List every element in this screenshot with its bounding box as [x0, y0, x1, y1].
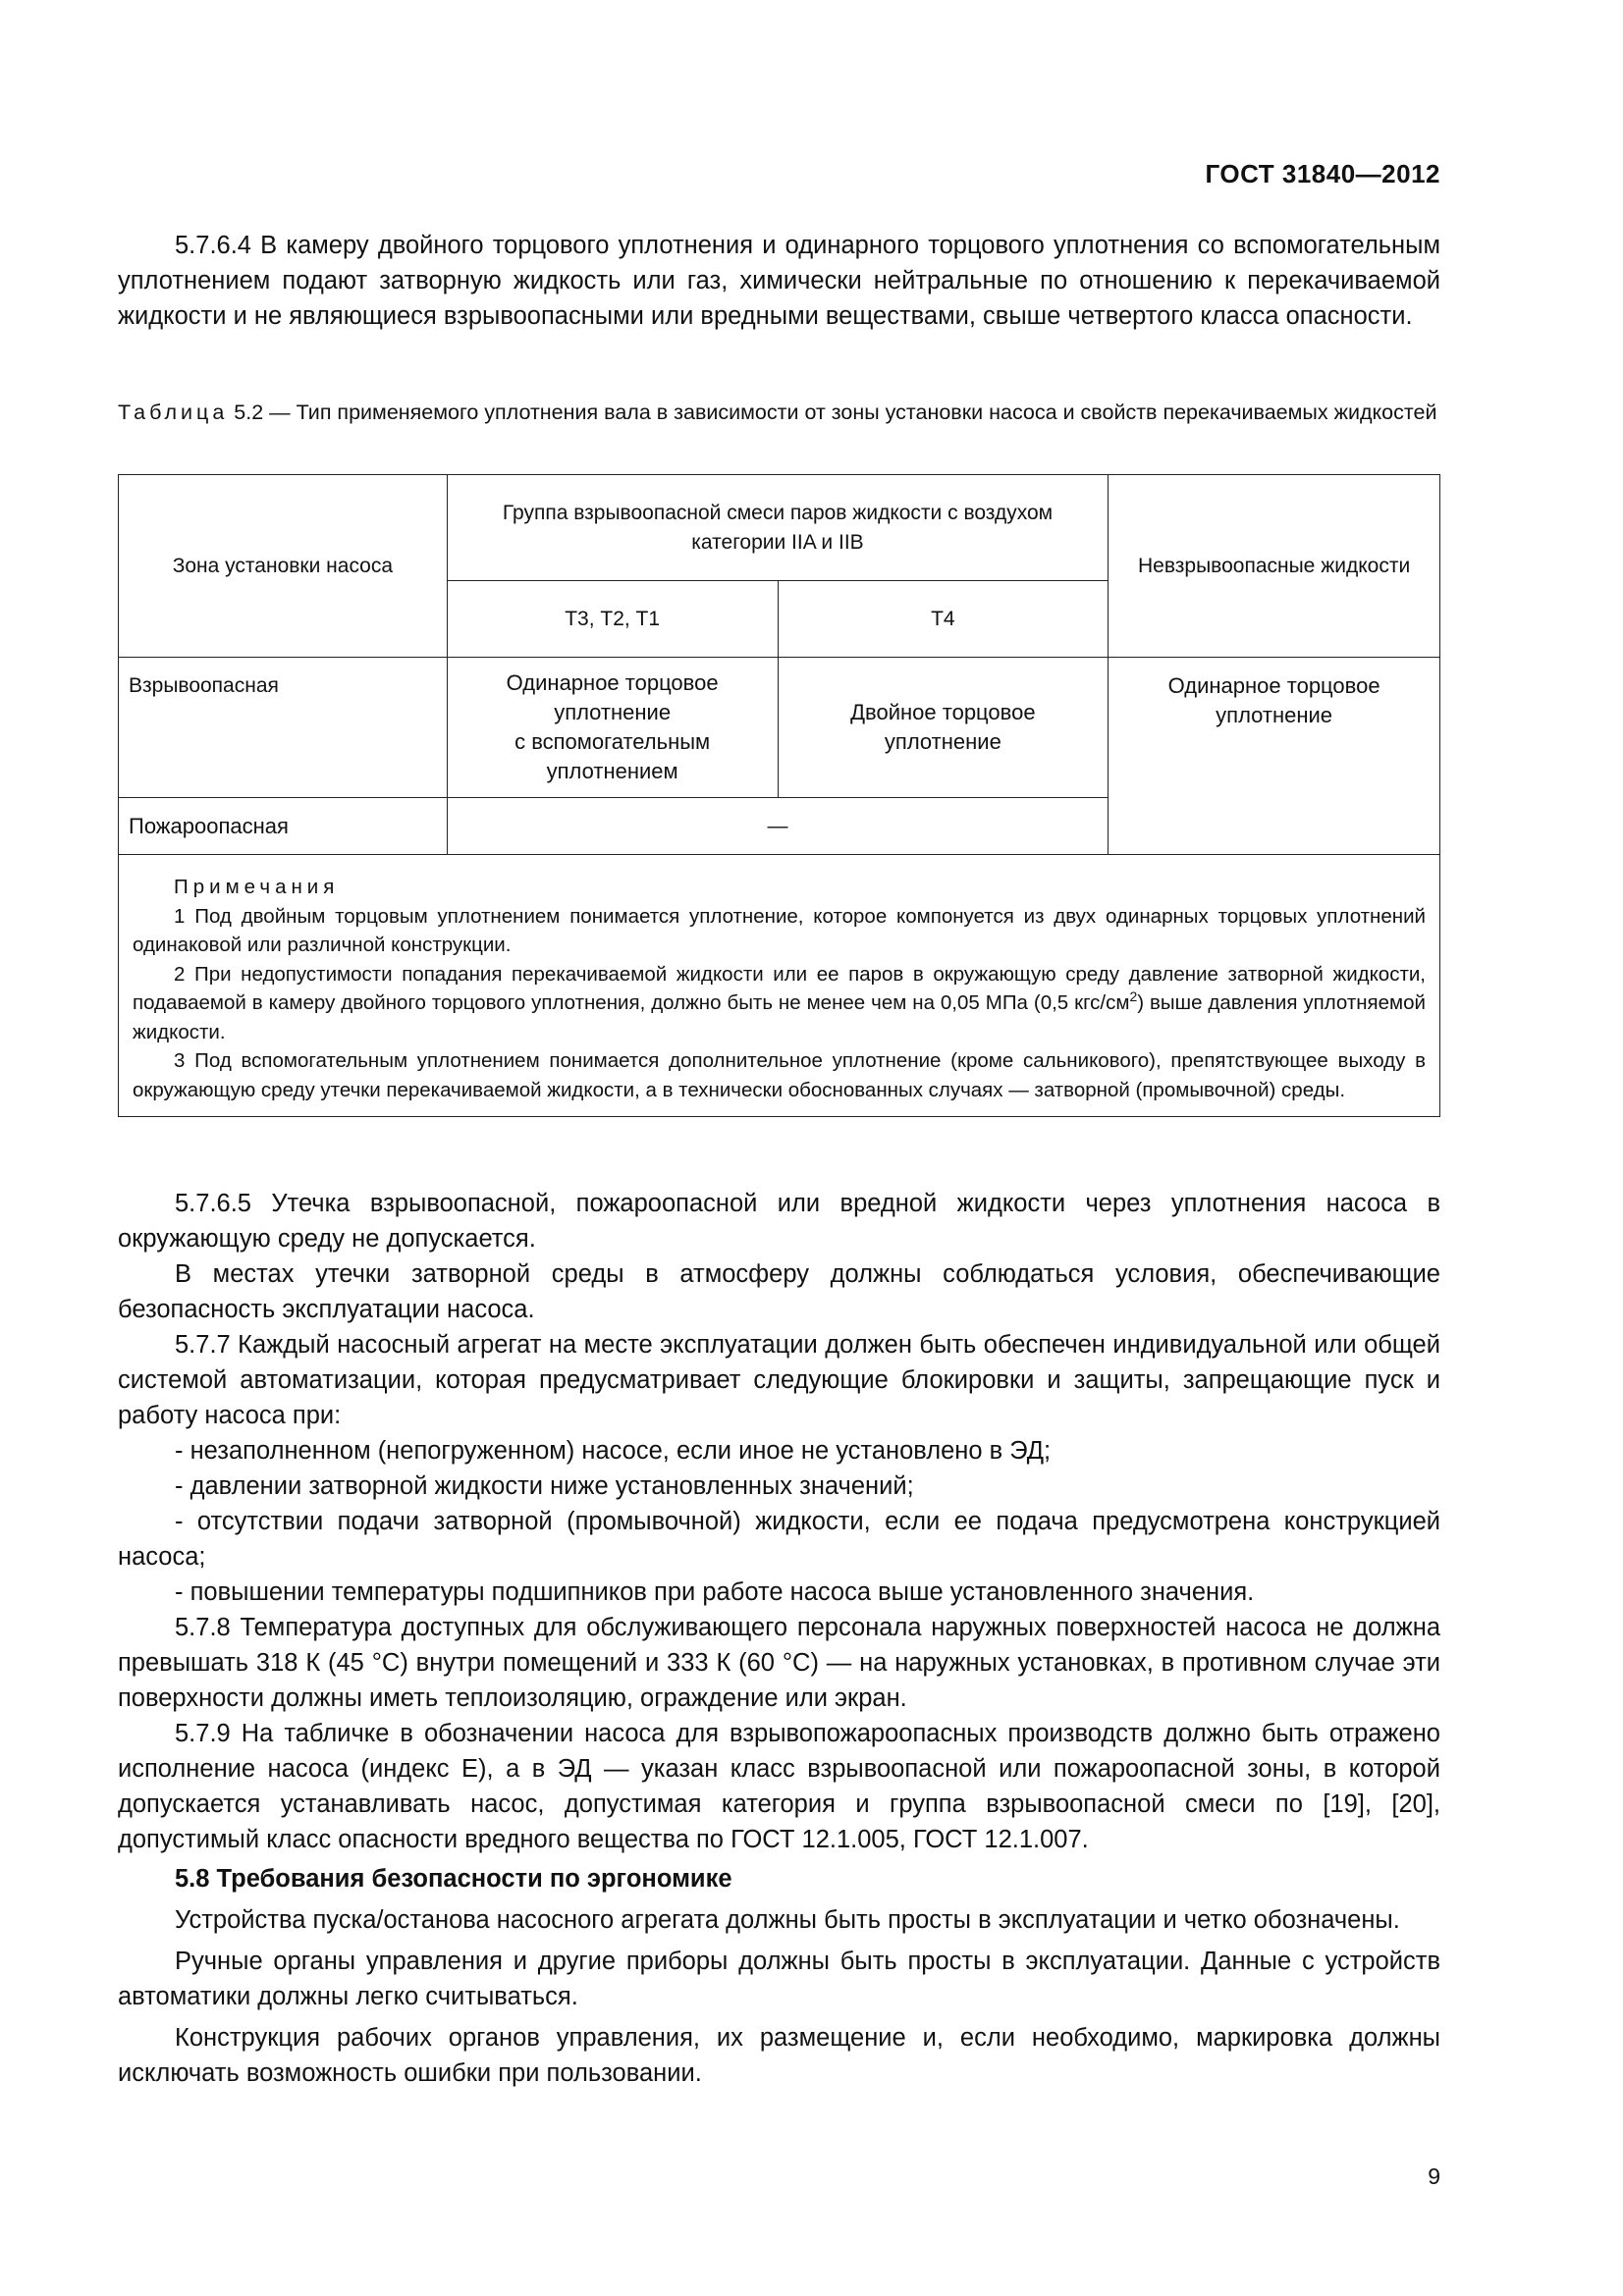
row-fire-zone: Пожароопасная	[119, 798, 448, 855]
row-explosive-zone: Взрывоопасная	[119, 658, 448, 798]
cell-line: уплотнение	[1216, 703, 1333, 727]
cell-nonexplosive	[1109, 658, 1440, 855]
paragraph-579: 5.7.9 На табличке в обозначении насоса для взрывопожароопасных производств должно быть отражено исполнение насоса (индекс Е), а в ЭД — указан класс взрывоопасной или пожароопасной зоны, в которой допускается устанавливать насос, допустимая категория и группа взрывоопасной смеси по [19], [20], допустимый класс опасности вредного вещества по ГОСТ 12.1.005, ГОСТ 12.1.007.	[118, 1720, 1440, 1853]
note-2-text-a: 2 При недопустимости попадания перекачиваемой жидкости или ее паров в окружающую среду давление затворной жидкости, подаваемой в камеру двойного торцового уплотнения, должно быть не менее чем на 0,05 МПа (0,5 кгс/см	[133, 962, 1426, 1014]
section-heading-58: 5.8 Требования безопасности по эргономике	[175, 1865, 732, 1893]
table-caption-text: 5.2 — Тип применяемого уплотнения вала в зависимости от зоны установки насоса и свойств перекачиваемых жидкостей	[228, 400, 1437, 424]
cell-line: Двойное торцовое	[850, 700, 1036, 724]
cell-fire-dash: —	[447, 798, 1108, 855]
main-text-block	[118, 1186, 1440, 2091]
header-group: Группа взрывоопасной смеси паров жидкости с воздухом категории IIA и IIB	[447, 475, 1108, 581]
paragraph-58c: Конструкция рабочих органов управления, их размещение и, если необходимо, маркировка должны исключать возможность ошибки при пользовании.	[118, 2024, 1440, 2087]
header-zone: Зона установки насоса	[119, 475, 448, 658]
paragraph-5765: 5.7.6.5 Утечка взрывоопасной, пожароопасной или вредной жидкости через уплотнения насоса в окружающую среду не допускается.	[118, 1190, 1440, 1253]
cell-explosive-t4	[778, 658, 1109, 798]
paragraph-58b: Ручные органы управления и другие приборы должны быть просты в эксплуатации. Данные с устройств автоматики должны легко считываться.	[118, 1948, 1440, 2010]
header-nonexplosive: Невзрывоопасные жидкости	[1109, 475, 1440, 658]
cell-line: Одинарное торцовое	[1167, 673, 1380, 698]
table-caption-word: Таблица	[118, 400, 229, 424]
seal-type-table	[118, 474, 1440, 1117]
list-item-577: - отсутствии подачи затворной (промывочной) жидкости, если ее подача предусмотрена конструкцией насоса;	[118, 1508, 1440, 1571]
paragraph-leak: В местах утечки затворной среды в атмосферу должны соблюдаться условия, обеспечивающие безопасность эксплуатации насоса.	[118, 1260, 1440, 1323]
paragraph-577: 5.7.7 Каждый насосный агрегат на месте эксплуатации должен быть обеспечен индивидуальной или общей системой автоматизации, которая предусматривает следующие блокировки и защиты, запрещающие пуск и работу насоса при:	[118, 1331, 1440, 1429]
cell-line: уплотнение	[884, 729, 1001, 754]
paragraph-58a: Устройства пуска/останова насосного агрегата должны быть просты в эксплуатации и четко обозначены.	[175, 1906, 1400, 1934]
paragraph-5764: 5.7.6.4 В камеру двойного торцового уплотнения и одинарного торцового уплотнения со вспомогательным уплотнением подают затворную жидкость или газ, химически нейтральные по отношению к перекачиваемой жидкости и не являющиеся взрывоопасными или вредными веществами, свыше четвертого класса опасности.	[118, 232, 1440, 330]
document-number-header: ГОСТ 31840—2012	[1205, 159, 1440, 188]
cell-line: уплотнение	[554, 700, 672, 724]
paragraph-578: 5.7.8 Температура доступных для обслуживающего персонала наружных поверхностей насоса не должна превышать 318 К (45 °С) внутри помещений и 333 К (60 °С) — на наружных установках, в противном случае эти поверхности должны иметь теплоизоляцию, ограждение или экран.	[118, 1614, 1440, 1712]
cell-line: с вспомогательным	[514, 729, 711, 754]
cell-line: уплотнением	[546, 759, 678, 783]
cell-line: Одинарное торцовое	[506, 670, 719, 695]
header-t3-t2-t1: Т3, Т2, Т1	[447, 581, 778, 658]
note-2-text-b: ) выше давления уплотняемой жидкости.	[133, 991, 1427, 1043]
note-3: 3 Под вспомогательным уплотнением понимается дополнительное уплотнение (кроме сальникового), препятствующее выходу в окружающую среду утечки перекачиваемой жидкости, а в технически обоснованных случаях — затворной (промывочной) среды.	[133, 1049, 1426, 1101]
list-item-577: - давлении затворной жидкости ниже установленных значений;	[175, 1472, 914, 1500]
cell-explosive-t321	[447, 658, 778, 798]
note-1: 1 Под двойным торцовым уплотнением понимается уплотнение, которое компонуется из двух одинарных торцовых уплотнений одинаковой или различной конструкции.	[133, 904, 1426, 956]
section-5764	[118, 228, 1440, 334]
note-2-superscript: 2	[1129, 988, 1138, 1005]
notes-title: Примечания	[174, 876, 340, 898]
page-number: 9	[1428, 2163, 1440, 2189]
list-item-577: - повышении температуры подшипников при работе насоса выше установленного значения.	[175, 1578, 1255, 1606]
table-caption	[118, 398, 1440, 427]
list-item-577: - незаполненном (непогруженном) насосе, если иное не установлено в ЭД;	[175, 1437, 1052, 1465]
note-2	[133, 960, 1426, 1047]
header-t4: Т4	[778, 581, 1109, 658]
table-notes	[119, 855, 1440, 1117]
